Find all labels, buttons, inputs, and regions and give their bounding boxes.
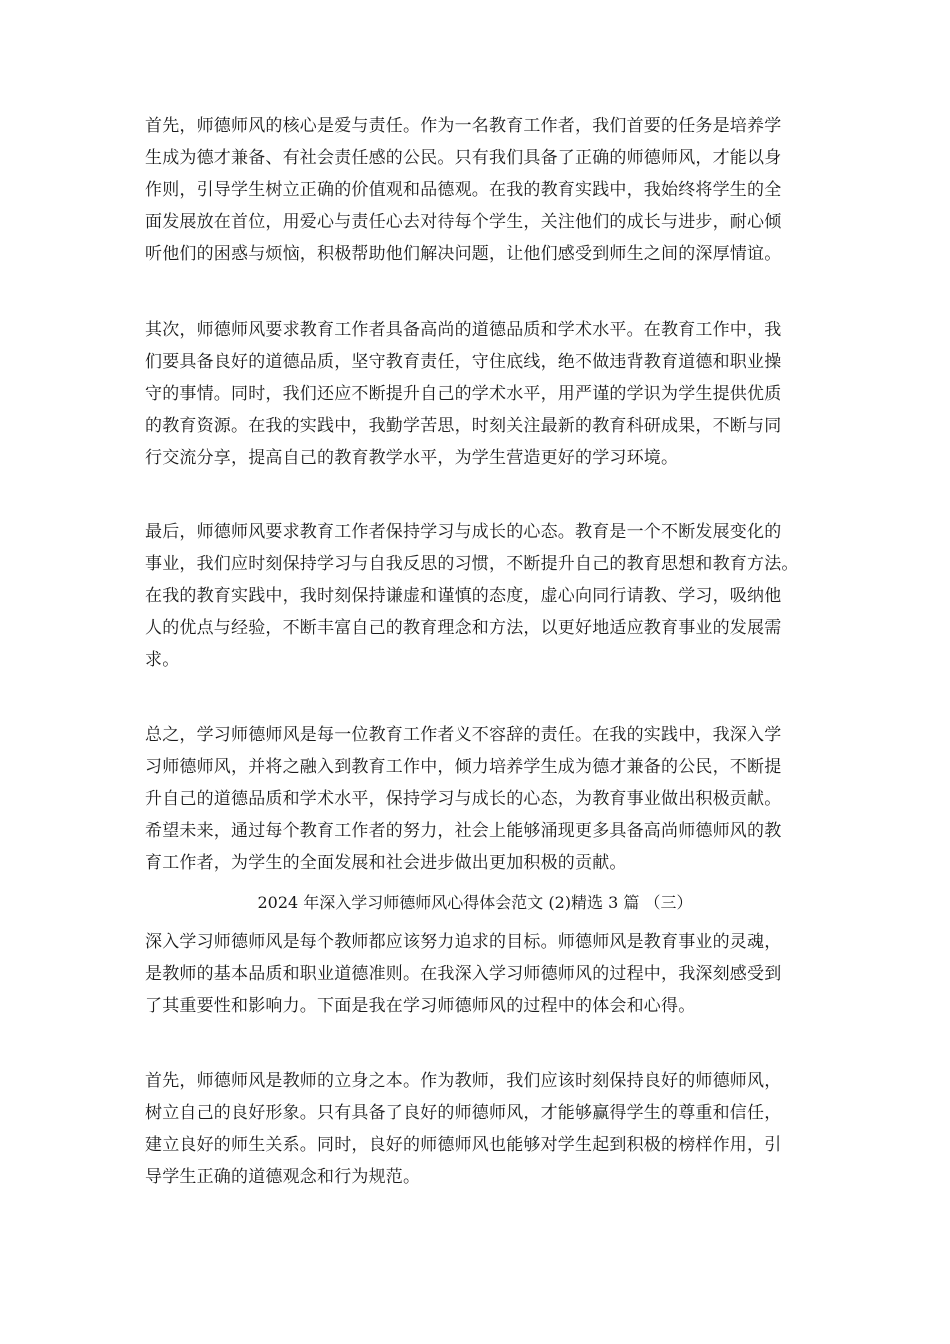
paragraph-line: 人的优点与经验，不断丰富自己的教育理念和方法，以更好地适应教育事业的发展需: [145, 618, 782, 638]
paragraph-2: [145, 314, 825, 474]
paragraph-line: 了其重要性和影响力。下面是我在学习师德师风的过程中的体会和心得。: [145, 996, 696, 1016]
paragraph-line: 首先，师德师风的核心是爱与责任。作为一名教育工作者，我们首要的任务是培养学: [145, 116, 782, 136]
paragraph-4: [145, 719, 825, 879]
paragraph-line: 听他们的困惑与烦恼，积极帮助他们解决问题，让他们感受到师生之间的深厚情谊。: [145, 244, 782, 264]
paragraph-line: 是教师的基本品质和职业道德准则。在我深入学习师德师风的过程中，我深刻感受到: [145, 964, 782, 984]
paragraph-line: 首先，师德师风是教师的立身之本。作为教师，我们应该时刻保持良好的师德师风，: [145, 1071, 782, 1091]
paragraph-line: 总之，学习师德师风是每一位教育工作者义不容辞的责任。在我的实践中，我深入学: [145, 725, 782, 745]
paragraph-line: 行交流分享，提高自己的教育教学水平，为学生营造更好的学习环境。: [145, 448, 679, 468]
paragraph-line: 导学生正确的道德观念和行为规范。: [145, 1167, 421, 1187]
paragraph-line: 们要具备良好的道德品质，坚守教育责任，守住底线，绝不做违背教育道德和职业操: [145, 352, 782, 372]
paragraph-line: 作则，引导学生树立正确的价值观和品德观。在我的教育实践中，我始终将学生的全: [145, 180, 782, 200]
paragraph-line: 面发展放在首位，用爱心与责任心去对待每个学生，关注他们的成长与进步，耐心倾: [145, 212, 782, 232]
paragraph-1: [145, 110, 825, 270]
paragraph-line: 生成为德才兼备、有社会责任感的公民。只有我们具备了正确的师德师风，才能以身: [145, 148, 782, 168]
section-heading: 2024 年深入学习师德师风心得体会范文 (2)精选 3 篇 （三）: [257, 893, 693, 912]
paragraph-line: 习师德师风，并将之融入到教育工作中，倾力培养学生成为德才兼备的公民，不断提: [145, 757, 782, 777]
paragraph-line: 最后，师德师风要求教育工作者保持学习与成长的心态。教育是一个不断发展变化的: [145, 522, 782, 542]
paragraph-line: 事业，我们应时刻保持学习与自我反思的习惯，不断提升自己的教育思想和教育方法。: [145, 554, 799, 574]
paragraph-line: 树立自己的良好形象。只有具备了良好的师德师风，才能够赢得学生的尊重和信任，: [145, 1103, 782, 1123]
paragraph-6: [145, 1065, 825, 1193]
paragraph-line: 的教育资源。在我的实践中，我勤学苦思，时刻关注最新的教育科研成果，不断与同: [145, 416, 782, 436]
paragraph-5: [145, 926, 825, 1022]
paragraph-line: 升自己的道德品质和学术水平，保持学习与成长的心态，为教育事业做出积极贡献。: [145, 789, 782, 809]
paragraph-line: 在我的教育实践中，我时刻保持谦虚和谨慎的态度，虚心向同行请教、学习，吸纳他: [145, 586, 782, 606]
paragraph-line: 育工作者，为学生的全面发展和社会进步做出更加积极的贡献。: [145, 853, 627, 873]
paragraph-line: 深入学习师德师风是每个教师都应该努力追求的目标。师德师风是教育事业的灵魂，: [145, 932, 782, 952]
paragraph-line: 建立良好的师生关系。同时，良好的师德师风也能够对学生起到积极的榜样作用，引: [145, 1135, 782, 1155]
paragraph-line: 其次，师德师风要求教育工作者具备高尚的道德品质和学术水平。在教育工作中，我: [145, 320, 782, 340]
paragraph-3: [145, 516, 825, 676]
paragraph-line: 守的事情。同时，我们还应不断提升自己的学术水平，用严谨的学识为学生提供优质: [145, 384, 782, 404]
paragraph-line: 求。: [145, 650, 180, 670]
paragraph-line: 希望未来，通过每个教育工作者的努力，社会上能够涌现更多具备高尚师德师风的教: [145, 821, 782, 841]
